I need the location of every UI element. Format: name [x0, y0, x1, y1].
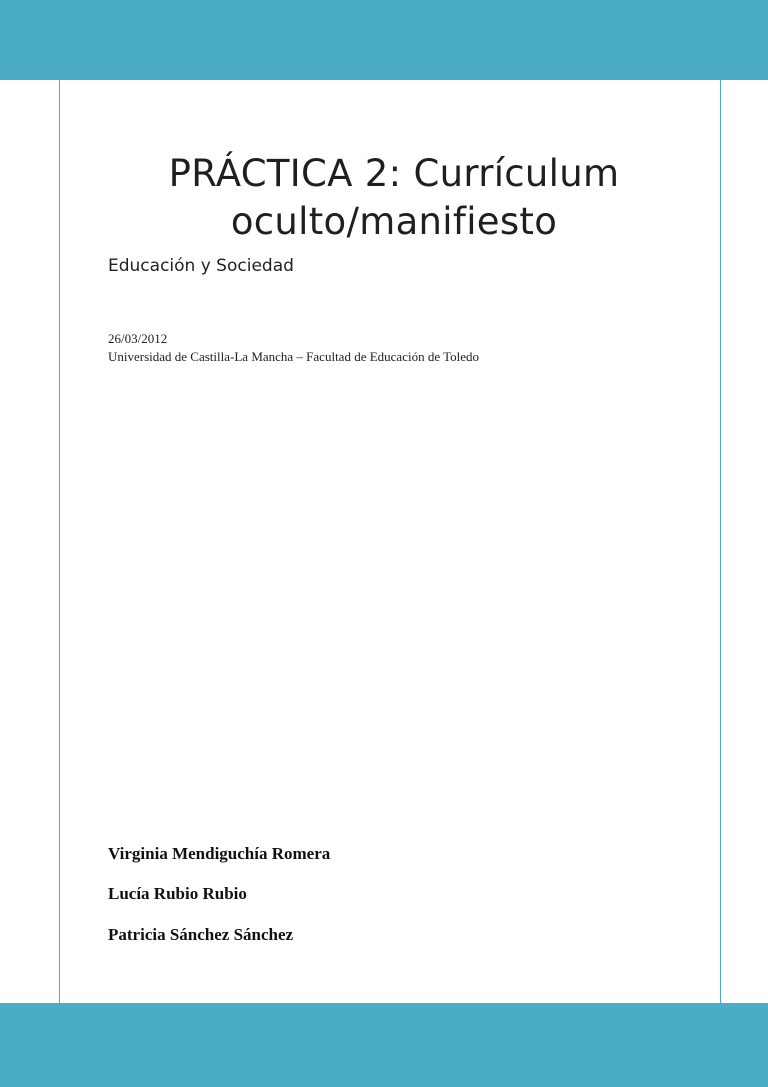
title-line-2: oculto/manifiesto	[230, 200, 558, 243]
document-subtitle: Educación y Sociedad	[108, 256, 294, 276]
right-border-line-outer	[720, 0, 721, 1087]
title-line-1: PRÁCTICA 2: Currículum	[168, 152, 620, 195]
institution-name: Universidad de Castilla-La Mancha – Facultad de Educación de Toledo	[108, 349, 480, 364]
top-accent-band	[0, 0, 768, 80]
bottom-accent-band	[0, 1003, 768, 1087]
author-name: Virginia Mendiguchía Romera	[108, 844, 331, 863]
document-title	[108, 150, 680, 246]
author-name: Patricia Sánchez Sánchez	[108, 925, 294, 944]
cover-page	[60, 80, 710, 1003]
document-date: 26/03/2012	[108, 331, 168, 346]
author-name: Lucía Rubio Rubio	[108, 884, 247, 903]
